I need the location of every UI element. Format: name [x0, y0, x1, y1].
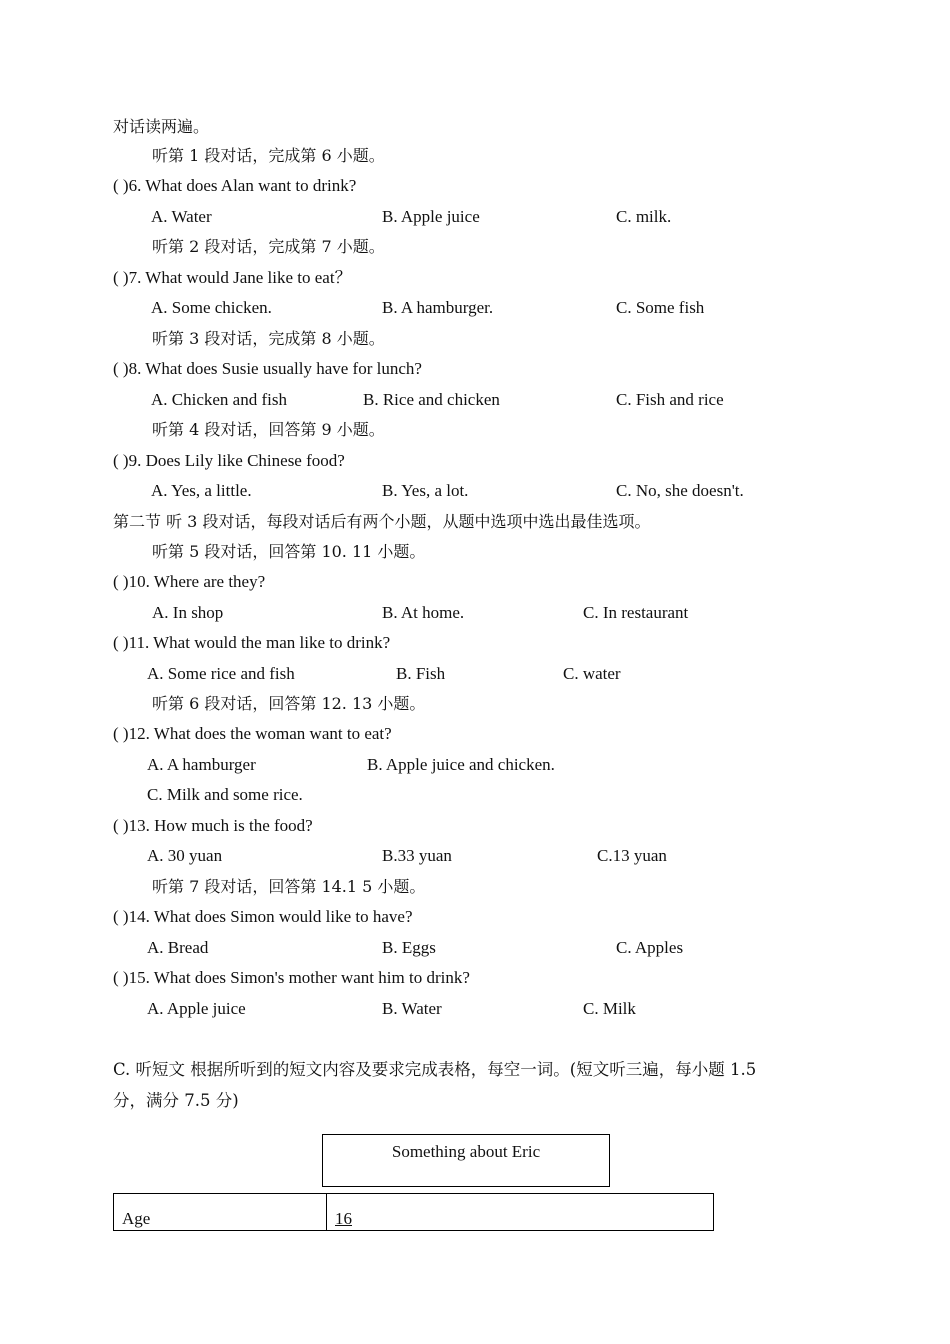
- instruction-q10-11: 听第 5 段对话，回答第 10. 11 小题。: [152, 542, 426, 561]
- option-c: C. Apples: [616, 938, 684, 957]
- question-13: [113, 815, 313, 837]
- option-a: A. Yes, a little.: [151, 481, 252, 500]
- question-7: [113, 267, 352, 289]
- question-text: 14. What does Simon would like to have?: [128, 907, 413, 926]
- question-text: 11. What would the man like to drink?: [128, 633, 391, 652]
- option-c: C. Milk: [583, 999, 636, 1018]
- answer-bracket[interactable]: ( ): [113, 724, 129, 743]
- option-a: A. Some rice and fish: [147, 664, 295, 683]
- instruction-q7: 听第 2 段对话，完成第 7 小题。: [152, 237, 385, 256]
- instruction-q6: 听第 1 段对话，完成第 6 小题。: [152, 146, 385, 165]
- instruction-q14-15: 听第 7 段对话，回答第 14.1 5 小题。: [152, 877, 426, 896]
- question-11: [113, 632, 390, 654]
- table-title-box: [322, 1134, 610, 1187]
- table-row: [114, 1194, 714, 1231]
- instruction-q8: 听第 3 段对话，完成第 8 小题。: [152, 329, 385, 348]
- question-text: 6. What does Alan want to drink?: [128, 176, 357, 195]
- option-b: B. At home.: [382, 603, 465, 622]
- option-a: A. 30 yuan: [147, 846, 223, 865]
- question-15: [113, 967, 470, 989]
- option-c: C. Milk and some rice.: [147, 785, 303, 804]
- option-c: C. milk.: [616, 207, 672, 226]
- table-title: Something about Eric: [391, 1142, 541, 1161]
- option-b: B. A hamburger.: [382, 298, 494, 317]
- question-14: [113, 906, 413, 928]
- question-text: 12. What does the woman want to eat?: [128, 724, 392, 743]
- answer-bracket[interactable]: ( ): [113, 633, 129, 652]
- option-c: C. Some fish: [616, 298, 705, 317]
- option-c: C. water: [563, 664, 621, 683]
- section2-heading: 第二节 听 3 段对话，每段对话后有两个小题，从题中选项中选出最佳选项。: [113, 512, 651, 531]
- option-b: B. Water: [382, 999, 442, 1018]
- question-text: 13. How much is the food?: [128, 816, 313, 835]
- option-b: B. Apple juice: [382, 207, 480, 226]
- question-12: [113, 723, 392, 745]
- question-text: 7. What would Jane like to eat？: [128, 268, 352, 287]
- option-b: B. Yes, a lot.: [382, 481, 469, 500]
- option-a: A. Chicken and fish: [151, 390, 287, 409]
- answer-bracket[interactable]: ( ): [113, 907, 129, 926]
- answer-bracket[interactable]: ( ): [113, 359, 129, 378]
- question-text: 15. What does Simon's mother want him to drink?: [128, 968, 470, 987]
- option-b: B. Apple juice and chicken.: [367, 755, 555, 774]
- question-10: [113, 571, 265, 593]
- option-b: B. Fish: [396, 664, 446, 683]
- info-table: [113, 1193, 714, 1231]
- question-text: 10. Where are they?: [128, 572, 266, 591]
- option-c: C. No, she doesn't.: [616, 481, 744, 500]
- question-text: 8. What does Susie usually have for lunch?: [128, 359, 422, 378]
- option-a: A. In shop: [152, 603, 224, 622]
- question-text: 9. Does Lily like Chinese food?: [128, 451, 345, 470]
- instruction-q12-13: 听第 6 段对话，回答第 12. 13 小题。: [152, 694, 426, 713]
- option-a: A. Bread: [147, 938, 209, 957]
- answer-bracket[interactable]: ( ): [113, 268, 129, 287]
- answer-bracket[interactable]: ( ): [113, 968, 129, 987]
- option-a: A. Some chicken.: [151, 298, 272, 317]
- question-6: [113, 175, 356, 197]
- row-label: Age: [114, 1194, 327, 1231]
- option-a: A. A hamburger: [147, 755, 256, 774]
- row-value[interactable]: [327, 1194, 714, 1231]
- answer-bracket[interactable]: ( ): [113, 572, 129, 591]
- option-c: C. Fish and rice: [616, 390, 724, 409]
- option-c: C. In restaurant: [583, 603, 689, 622]
- intro-line: 对话读两遍。: [113, 117, 210, 136]
- question-9: [113, 450, 345, 472]
- partC-instruction-line1: C. 听短文 根据所听到的短文内容及要求完成表格，每空一词。(短文听三遍，每小题 1.5: [113, 1060, 757, 1079]
- partC-instruction-line2: 分，满分 7.5 分): [113, 1091, 239, 1110]
- option-b: B. Rice and chicken: [363, 390, 500, 409]
- option-a: A. Water: [151, 207, 212, 226]
- option-b: B.33 yuan: [382, 846, 452, 865]
- instruction-q9: 听第 4 段对话，回答第 9 小题。: [152, 420, 385, 439]
- option-a: A. Apple juice: [147, 999, 246, 1018]
- answer-bracket[interactable]: ( ): [113, 816, 129, 835]
- option-c: C.13 yuan: [597, 846, 667, 865]
- answer-bracket[interactable]: ( ): [113, 451, 129, 470]
- answer-bracket[interactable]: ( ): [113, 176, 129, 195]
- question-8: [113, 358, 422, 380]
- option-b: B. Eggs: [382, 938, 436, 957]
- row-value-text: 16: [335, 1209, 352, 1228]
